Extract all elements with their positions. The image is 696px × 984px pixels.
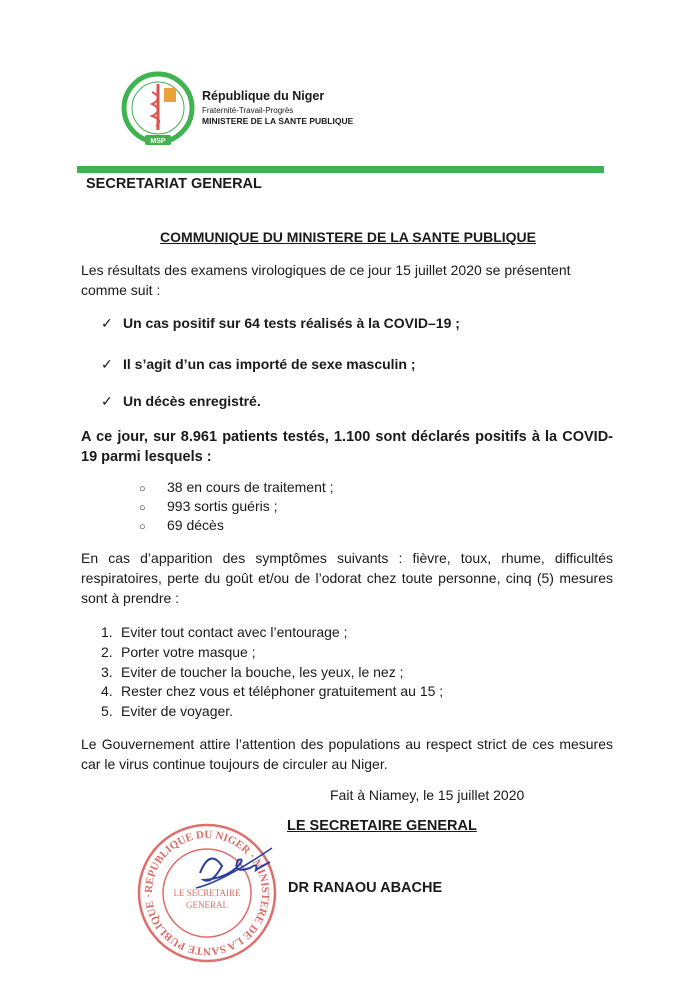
- header-ministry: MINISTERE DE LA SANTE PUBLIQUE: [202, 116, 354, 126]
- svg-text:MSP: MSP: [150, 138, 166, 145]
- measure-text: Eviter de voyager.: [121, 703, 234, 719]
- hollow-circle-icon: ○: [139, 521, 146, 533]
- place-date: Fait à Niamey, le 15 juillet 2020: [330, 787, 525, 803]
- measure-text: Eviter tout contact avec l’entourage ;: [121, 624, 348, 640]
- measure-number: 4.: [101, 683, 113, 699]
- status-list-text: 993 sortis guéris ;: [167, 498, 278, 514]
- symptoms-paragraph: En cas d’apparition des symptômes suivants : fièvre, toux, rhume, difficultés respiratoires, perte du goût et/ou de l’odorat chez toute personne, cinq (5) mesures sont à prendre :: [81, 550, 613, 606]
- checklist-item-text: Un décès enregistré.: [123, 393, 261, 409]
- official-stamp: [132, 818, 282, 968]
- check-mark-icon: ✓: [101, 356, 113, 372]
- hollow-circle-icon: ○: [139, 483, 146, 495]
- status-list-text: 69 décès: [167, 517, 224, 533]
- measure-number: 2.: [101, 644, 113, 660]
- status-list-item: [139, 517, 224, 533]
- measure-text: Porter votre masque ;: [121, 644, 256, 660]
- measure-number: 5.: [101, 703, 113, 719]
- status-list-text: 38 en cours de traitement ;: [167, 479, 334, 495]
- signatory-title: LE SECRETAIRE GENERAL: [287, 818, 477, 834]
- header-country: République du Niger: [202, 89, 325, 103]
- header-motto: Fraternité-Travail-Progrès: [202, 106, 294, 115]
- summary-paragraph: A ce jour, sur 8.961 patients testés, 1.100 sont déclarés positifs à la COVID- 19 parmi lesquels :: [81, 429, 613, 465]
- measure-number: 3.: [101, 664, 113, 680]
- ministry-logo: [118, 70, 198, 150]
- checklist-item-text: Un cas positif sur 64 tests réalisés à la COVID–19 ;: [123, 315, 460, 331]
- measure-number: 1.: [101, 624, 113, 640]
- government-paragraph: Le Gouvernement attire l’attention des populations au respect strict de ces mesures car le virus continue toujours de circuler au Niger.: [81, 736, 613, 772]
- measure-item: [101, 683, 443, 699]
- measure-item: [101, 664, 404, 680]
- checklist-item: [101, 356, 416, 373]
- checklist-item: [101, 315, 460, 332]
- status-list-item: [139, 498, 278, 514]
- measure-item: [101, 703, 233, 719]
- hollow-circle-icon: ○: [139, 502, 146, 514]
- intro-paragraph: Les résultats des examens virologiques de ce jour 15 juillet 2020 se présentent comme suit :: [81, 262, 571, 298]
- checklist-item: [101, 393, 261, 410]
- checklist-item-text: Il s’agit d’un cas importé de sexe masculin ;: [123, 356, 416, 372]
- measure-text: Eviter de toucher la bouche, les yeux, le nez ;: [121, 664, 404, 680]
- check-mark-icon: ✓: [101, 393, 113, 409]
- svg-text:GENERAL: GENERAL: [186, 900, 228, 910]
- secretariat-heading: SECRETARIAT GENERAL: [86, 176, 262, 192]
- status-list-item: [139, 479, 334, 495]
- svg-text:LE SECRETAIRE: LE SECRETAIRE: [173, 888, 241, 898]
- header-divider: [77, 166, 604, 173]
- check-mark-icon: ✓: [101, 315, 113, 331]
- communique-title: COMMUNIQUE DU MINISTERE DE LA SANTE PUBLIQUE: [160, 229, 536, 245]
- signatory-name: DR RANAOU ABACHE: [288, 880, 443, 896]
- measure-text: Rester chez vous et téléphoner gratuitement au 15 ;: [121, 683, 444, 699]
- measure-item: [101, 644, 256, 660]
- measure-item: [101, 624, 347, 640]
- svg-text:REPUBLIQUE DU NIGER · MINISTER: REPUBLIQUE DU NIGER · MINISTERE DE LA SANTE PUBLIQUE ·: [142, 828, 272, 958]
